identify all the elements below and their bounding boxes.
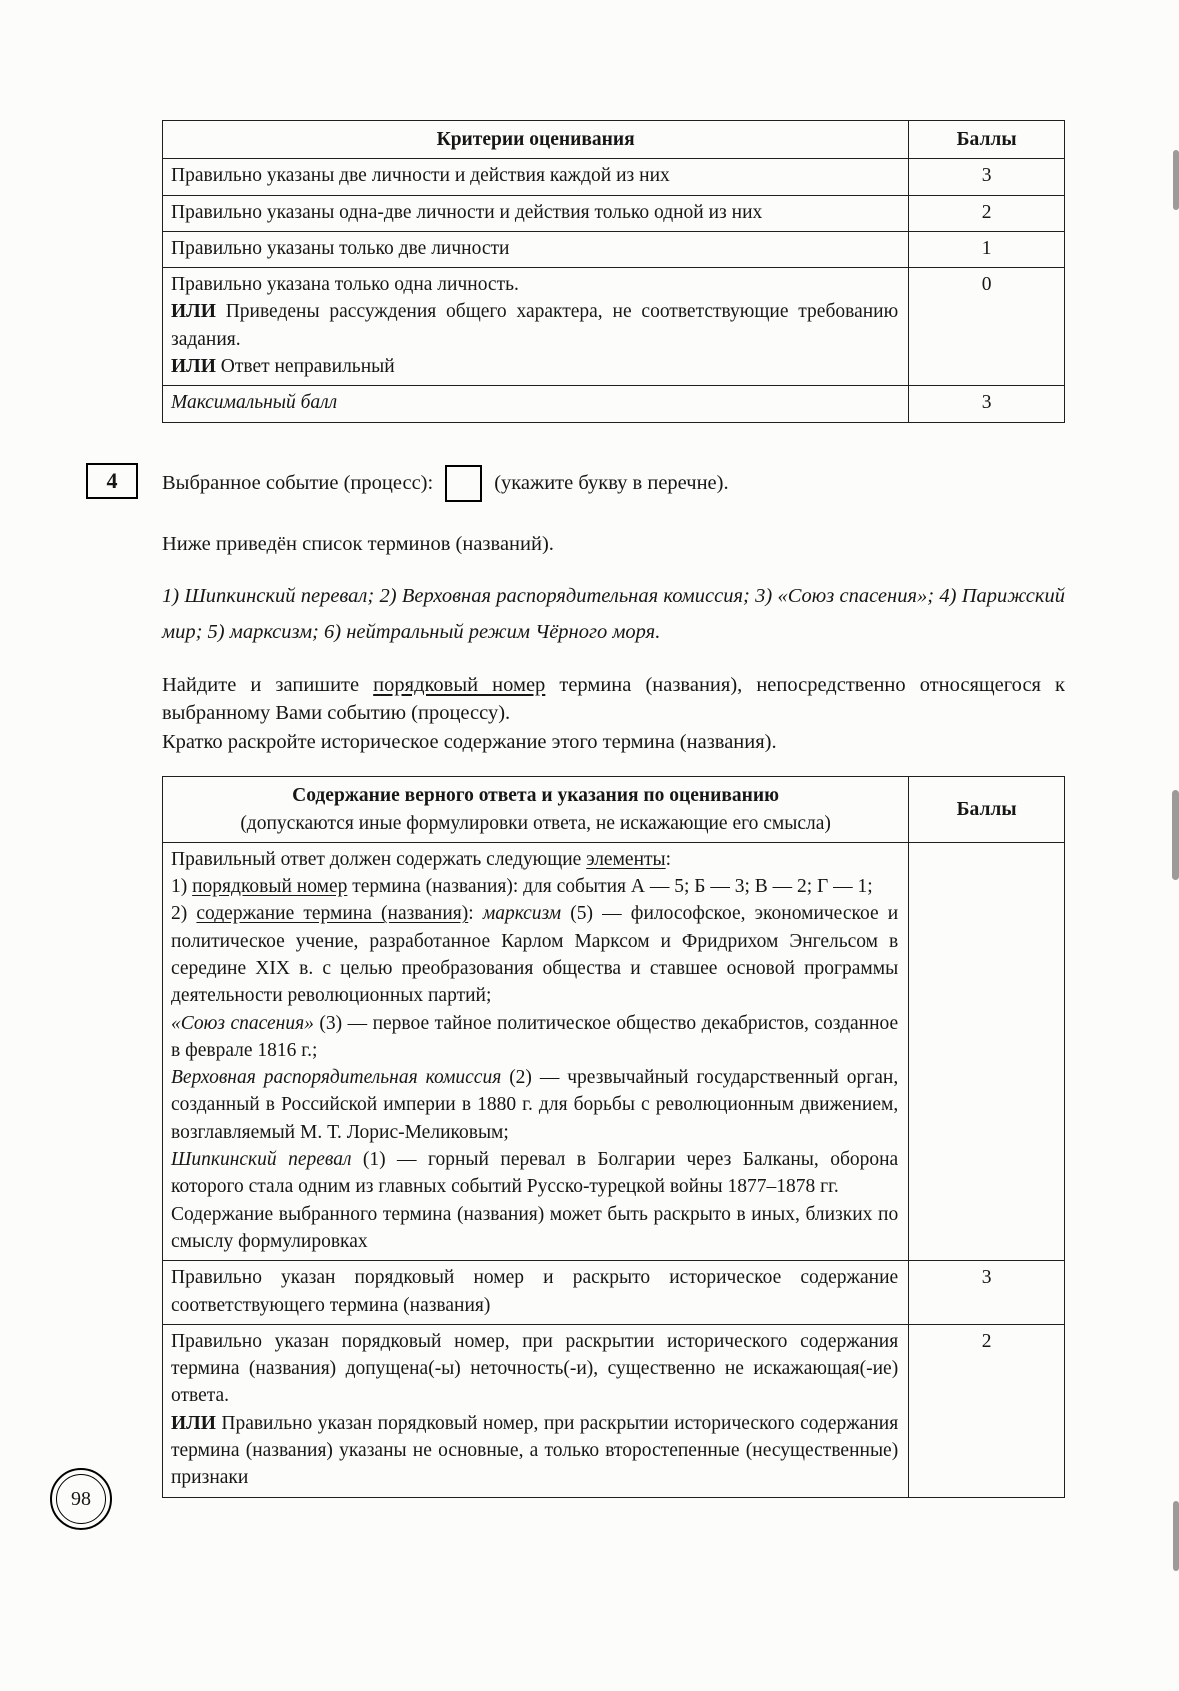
score-cell: 2: [909, 195, 1065, 231]
table-row: [163, 195, 1065, 231]
answer-content-cell: Правильно указан порядковый номер, при раскрытии исторического содержания термина (названия) допущена(-ы) неточность(-и), существенно не искажающая(-ие) ответа. ИЛИ Правильно указан порядковый номер, при раскрытии исторического содержания термина (названия) указаны не основные, а только второстепенные (несущественные) признаки: [163, 1324, 909, 1497]
terms-intro: Ниже приведён список терминов (названий).: [162, 532, 554, 555]
table-row: [163, 1324, 1065, 1497]
task-number-box: 4: [86, 463, 138, 499]
answer-header-title: Содержание верного ответа и указания по оцениванию: [292, 785, 780, 807]
instruction-find-number: Найдите и запишите порядковый номер термина (названия), непосредственно относящегося к выбранному Вами событию (процессу).: [162, 673, 1065, 724]
criteria-cell: Правильно указаны одна-две личности и действия только одной из них: [163, 195, 909, 231]
criteria-cell: Правильно указаны только две личности: [163, 231, 909, 267]
max-score-label: Максимальный балл: [163, 386, 909, 422]
table-row: [163, 159, 1065, 195]
score-header-cell: Баллы: [909, 121, 1065, 159]
instruction-describe: Кратко раскройте историческое содержание этого термина (названия).: [162, 731, 777, 754]
scan-artifact: [1173, 150, 1179, 210]
score-cell: 0: [909, 268, 1065, 386]
max-score-value: 3: [909, 386, 1065, 422]
answer-table: [162, 776, 1065, 1497]
score-cell: [909, 842, 1065, 1260]
page-number-badge: [50, 1468, 112, 1530]
answer-content-cell: Правильно указан порядковый номер и раскрыто историческое содержание соответствующего термина (названия): [163, 1261, 909, 1325]
answer-table-header-row: [163, 777, 1065, 843]
answer-content-cell: Правильный ответ должен содержать следующие элементы: 1) порядковый номер термина (названия): для события А — 5; Б — 3; В — 2; Г — 1; 2) содержание термина (названия): марксизм (5) — философское, экономическое и политическое учение, разработанное Карлом Марксом и Фридрихом Энгельсом в середине XIX в. с целью преобразования общества и ставшее основой программы деятельности революционных партий; «Союз спасения» (3) — первое тайное политическое общество декабристов, созданное в феврале 1816 г.; Верховная распорядительная комиссия (2) — чрезвычайный государственный орган, созданный в Российской империи в 1880 г. для борьбы с революционным движением, возглавляемый М. Т. Лорис-Меликовым; Шипкинский перевал (1) — горный перевал в Болгарии через Балканы, оборона которого стала одним из главных событий Русско-турецкой войны 1877–1878 гг. Содержание выбранного термина (названия) может быть раскрыто в иных, близких по смыслу формулировках: [163, 842, 909, 1260]
table-row: [163, 842, 1065, 1260]
scan-artifact: [1172, 790, 1179, 880]
score-cell: 1: [909, 231, 1065, 267]
criteria-cell: Правильно указана только одна личность. ИЛИ Приведены рассуждения общего характера, не соответствующие требованию задания. ИЛИ Ответ неправильный: [163, 268, 909, 386]
score-cell: 2: [909, 1324, 1065, 1497]
table-row: [163, 231, 1065, 267]
table-row: [163, 1261, 1065, 1325]
criteria-cell: Правильно указаны две личности и действия каждой из них: [163, 159, 909, 195]
score-cell: 3: [909, 159, 1065, 195]
answer-header-subtitle: (допускаются иные формулировки ответа, не искажающие его смысла): [240, 812, 831, 834]
answer-box[interactable]: [445, 465, 482, 502]
page-number: 98: [56, 1474, 106, 1524]
criteria-table: [162, 120, 1065, 423]
task-line: [106, 465, 1065, 503]
criteria-header-cell: Критерии оценивания: [163, 121, 909, 159]
terms-list: 1) Шипкинский перевал; 2) Верховная распорядительная комиссия; 3) «Союз спасения»; 4) Парижский мир; 5) марксизм; 6) нейтральный режим Чёрного моря.: [162, 584, 1065, 644]
task-prompt-after: (укажите букву в перечне).: [494, 472, 729, 495]
scan-artifact: [1173, 1501, 1179, 1571]
task-prompt-before: Выбранное событие (процесс):: [162, 472, 434, 495]
page-content: [106, 120, 1065, 1498]
score-cell: 3: [909, 1261, 1065, 1325]
score-header-cell: Баллы: [909, 777, 1065, 843]
criteria-table-header-row: [163, 121, 1065, 159]
table-footer-row: [163, 386, 1065, 422]
table-row: [163, 268, 1065, 386]
answer-header-cell: [163, 777, 909, 843]
